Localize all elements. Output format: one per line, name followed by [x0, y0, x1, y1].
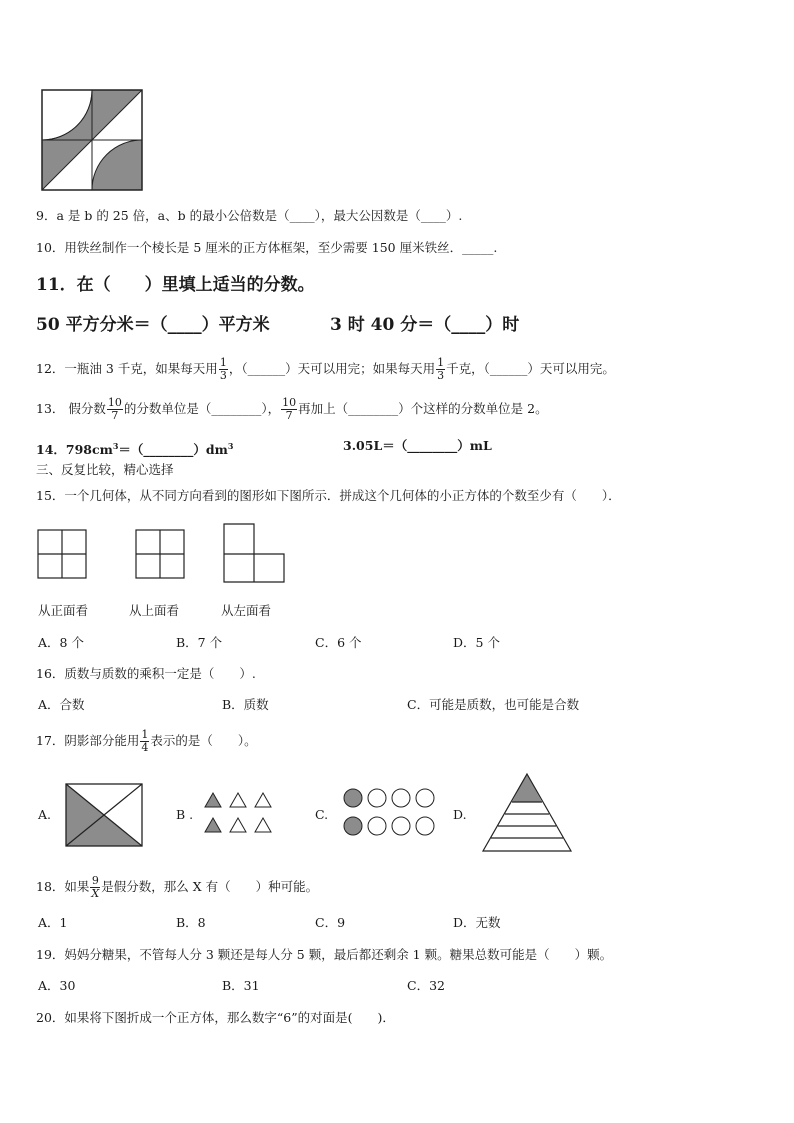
shade-bottom-right: [92, 140, 142, 190]
q14-a-sup: 3: [112, 441, 119, 451]
view-label-left: 从左面看: [221, 603, 272, 618]
q12-text-a: 12．一瓶油 3 千克，如果每天用: [36, 361, 218, 376]
q12-f2-den: 3: [437, 369, 445, 382]
q17-option-a-label[interactable]: A.: [38, 807, 52, 822]
question-11-part-a: 50 平方分米＝（____）平方米: [36, 315, 270, 335]
question-19: 19．妈妈分糖果，不管每人分 3 颗还是每人分 5 颗，最后都还剩余 1 颗。糖果总数可能是（ ）颗。: [36, 947, 613, 962]
q12-fraction-2: [436, 357, 445, 382]
question-13: [36, 396, 548, 422]
question-9: 9．a 是 b 的 25 倍，a、b 的最小公倍数是（____），最大公因数是（____）.: [36, 208, 463, 223]
question-14-b: 3.05L＝（________）mL: [343, 438, 492, 453]
q17-option-d-label[interactable]: D.: [453, 807, 467, 822]
q17-den: 4: [141, 741, 149, 754]
q13-f2-den: 7: [285, 409, 293, 422]
q18-text-b: 是假分数，那么 X 有（ ）种可能。: [101, 879, 319, 894]
q13-text-a: 13． 假分数: [36, 401, 106, 416]
q18-den: X: [91, 887, 100, 900]
q12-text-b: ，（______）天可以用完；如果每天用: [228, 361, 436, 376]
q13-fraction-2: [281, 397, 297, 422]
q17-figure-c[interactable]: [343, 788, 437, 838]
q16-option-b[interactable]: B．质数: [222, 697, 269, 712]
q17-figure-b[interactable]: [205, 792, 271, 834]
question-17: [36, 728, 257, 754]
q18-option-b[interactable]: B．8: [176, 915, 206, 930]
q17-text-b: 表示的是（ ）。: [150, 733, 257, 748]
q14-a-sup2: 3: [227, 441, 234, 451]
q12-f1-num: 1: [219, 356, 227, 369]
q15-option-d[interactable]: D．5 个: [453, 635, 500, 650]
q15-option-b[interactable]: B．7 个: [176, 635, 223, 650]
view-label-top: 从上面看: [129, 603, 180, 618]
q15-option-c[interactable]: C．6 个: [315, 635, 362, 650]
q13-text-c: 再加上（________）个这样的分数单位是 2。: [298, 401, 548, 416]
q18-text-a: 18．如果: [36, 879, 90, 894]
view-left: [224, 524, 284, 584]
q17-fraction: [140, 729, 149, 754]
q12-fraction-1: [219, 357, 228, 382]
q19-option-b[interactable]: B．31: [222, 978, 260, 993]
q16-option-a[interactable]: A．合数: [38, 697, 85, 712]
section-3-heading: 三、反复比较，精心选择: [36, 462, 174, 477]
question-14-a: [36, 438, 233, 458]
q12-text-c: 千克，（______）天可以用完。: [446, 361, 615, 376]
q17-option-b-label[interactable]: B .: [176, 807, 194, 822]
view-front: [38, 530, 86, 578]
q13-f2-num: 10: [282, 396, 297, 409]
q18-option-d[interactable]: D．无数: [453, 915, 501, 930]
q17-figure-d[interactable]: [483, 774, 571, 852]
q16-option-c[interactable]: C．可能是质数，也可能是合数: [407, 697, 580, 712]
q13-text-b: 的分数单位是（________），: [123, 401, 281, 416]
question-11: 11．在（ ）里填上适当的分数。: [36, 275, 315, 295]
q14-a-pre: 14．798cm: [36, 442, 113, 458]
q13-f1-den: 7: [111, 409, 119, 422]
question-10: 10．用铁丝制作一个棱长是 5 厘米的正方体框架，至少需要 150 厘米铁丝．_____.: [36, 240, 498, 255]
q14-a-mid: ＝（________）dm: [118, 442, 228, 458]
q18-option-a[interactable]: A．1: [38, 915, 68, 930]
q17-num: 1: [141, 728, 149, 741]
question-20: 20．如果将下图折成一个正方体，那么数字“6”的对面是( )．: [36, 1010, 395, 1025]
q17-figure-a[interactable]: [66, 784, 142, 846]
view-label-front: 从正面看: [38, 603, 89, 618]
question-16: 16．质数与质数的乘积一定是（ ）.: [36, 666, 256, 681]
view-top: [136, 530, 184, 578]
pinwheel-figure: [42, 90, 142, 190]
q12-f1-den: 3: [219, 369, 227, 382]
question-18: [36, 874, 318, 900]
question-11-part-b: 3 时 40 分＝（____）时: [330, 315, 520, 335]
q18-option-c[interactable]: C．9: [315, 915, 346, 930]
q13-f1-num: 10: [107, 396, 122, 409]
q15-option-a[interactable]: A．8 个: [38, 635, 84, 650]
q19-option-c[interactable]: C．32: [407, 978, 445, 993]
q19-option-a[interactable]: A．30: [38, 978, 76, 993]
q17-option-c-label[interactable]: C.: [315, 807, 329, 822]
q13-fraction-1: [107, 397, 123, 422]
question-12: [36, 356, 615, 382]
question-15: 15．一个几何体，从不同方向看到的图形如下图所示．拼成这个几何体的小正方体的个数至少有（ ）．: [36, 488, 621, 503]
q17-text-a: 17．阴影部分能用: [36, 733, 140, 748]
q12-f2-num: 1: [437, 356, 445, 369]
q18-num: 9: [91, 874, 99, 887]
q18-fraction: [90, 875, 100, 900]
